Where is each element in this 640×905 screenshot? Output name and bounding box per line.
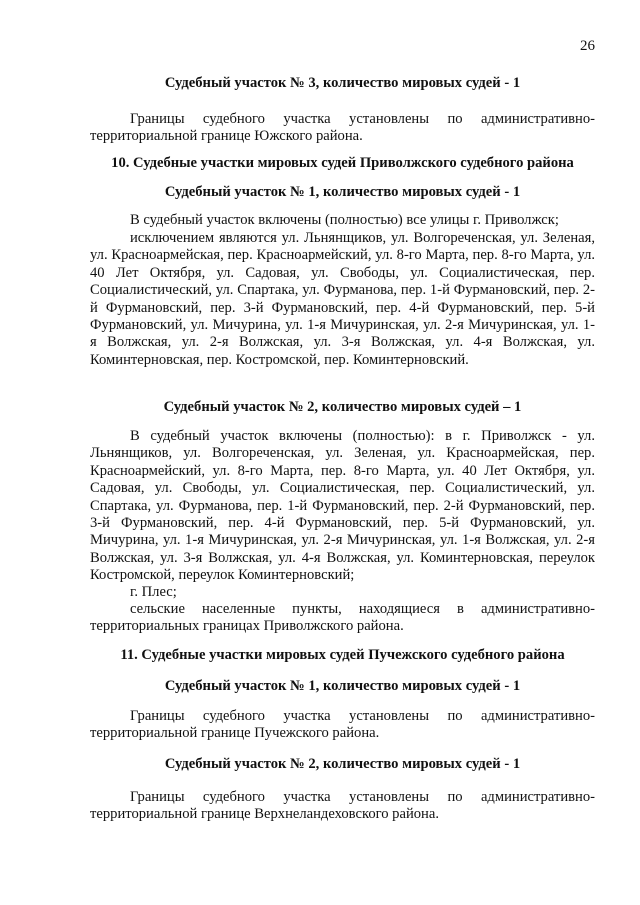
section-10-1-paragraph-b-block (90, 230, 595, 369)
court-district-heading: Судебный участок № 3, количество мировых судей - 1 (164, 75, 521, 91)
court-district-heading: Судебный участок № 2, количество мировых судей - 1 (164, 756, 521, 772)
court-district-paragraph: Границы судебного участка установлены по административно-территориальной границе Пучежского района. (90, 708, 595, 742)
section-10-heading-block (90, 154, 595, 173)
section-10-2-paragraph-c-block (90, 601, 595, 636)
court-district-heading: Судебный участок № 2, количество мировых судей – 1 (163, 399, 522, 415)
section-10-2-heading-block (90, 398, 595, 417)
section-11-heading-block (90, 646, 595, 665)
court-district-paragraph: В судебный участок включены (полностью) все улицы г. Приволжск; (130, 212, 559, 228)
court-district-paragraph: сельские населенные пункты, находящиеся в административно-территориальных границах Приволжского района. (90, 601, 595, 635)
section-heading: 10. Судебные участки мировых судей Приволжского судебного района (111, 155, 574, 171)
court-district-heading: Судебный участок № 1, количество мировых судей - 1 (164, 678, 521, 694)
court-district-heading: Судебный участок № 1, количество мировых судей - 1 (164, 184, 521, 200)
section-3-heading-block (90, 74, 595, 93)
section-11-1-heading-block (90, 677, 595, 696)
court-district-paragraph: Границы судебного участка установлены по административно-территориальной границе Верхнеландеховского района. (90, 789, 595, 823)
section-10-1-heading-block (90, 183, 595, 202)
section-11-2-heading-block (90, 755, 595, 774)
section-11-1-paragraph-block (90, 708, 595, 743)
document-page (90, 0, 595, 905)
page-number: 26 (580, 38, 595, 54)
section-heading: 11. Судебные участки мировых судей Пучежского судебного района (120, 647, 565, 663)
section-10-2-paragraph-b-block (90, 584, 595, 601)
section-11-2-paragraph-block (90, 789, 595, 824)
section-3-paragraph-block (90, 111, 595, 146)
court-district-paragraph: Границы судебного участка установлены по административно-территориальной границе Южского района. (90, 111, 595, 145)
section-10-1-paragraph-a-block (90, 212, 595, 229)
court-district-paragraph: исключением являются ул. Льнянщиков, ул. Волгореченская, ул. Зеленая, ул. Красноармейская, пер. Красноармейский, ул. 8-го Марта, пер. 8-го Марта, ул. 40 Лет Октября, ул. Садовая, ул. Свободы, ул. Социалистическая, пер. Социалистический, ул. Спартака, ул. Фурманова, пер. 1-й Фурмановский, пер. 2-й Фурмановский, пер. 3-й Фурмановский, пер. 4-й Фурмановский, пер. 5-й Фурмановский, ул. Мичурина, ул. 1-я Мичуринская, ул. 2-я Мичуринская, ул. 1-я Волжская, ул. 2-я Волжская, ул. 3-я Волжская, ул. 4-я Волжская, ул. Коминтерновская, пер. Костромской, пер. Коминтерновский. (90, 230, 595, 368)
section-10-2-paragraph-a-block (90, 428, 595, 585)
court-district-paragraph: г. Плес; (130, 584, 177, 600)
court-district-paragraph: В судебный участок включены (полностью): в г. Приволжск - ул. Льнянщиков, ул. Волгореченская, ул. Зеленая, ул. Красноармейская, пер. Красноармейский, ул. 8-го Марта, пер. 8-го Марта, ул. 40 Лет Октября, ул. Садовая, ул. Свободы, ул. Социалистическая, пер. Социалистический, ул. Спартака, ул. Фурманова, пер. 1-й Фурмановский, пер. 2-й Фурмановский, пер. 3-й Фурмановский, пер. 4-й Фурмановский, пер. 5-й Фурмановский, ул. Мичурина, ул. 1-я Мичуринская, ул. 2-я Мичуринская, ул. 1-я Волжская, ул. 2-я Волжская, ул. 3-я Волжская, ул. 4-я Волжская, ул. Коминтерновская, переулок Костромской, переулок Коминтерновский; (90, 428, 595, 584)
